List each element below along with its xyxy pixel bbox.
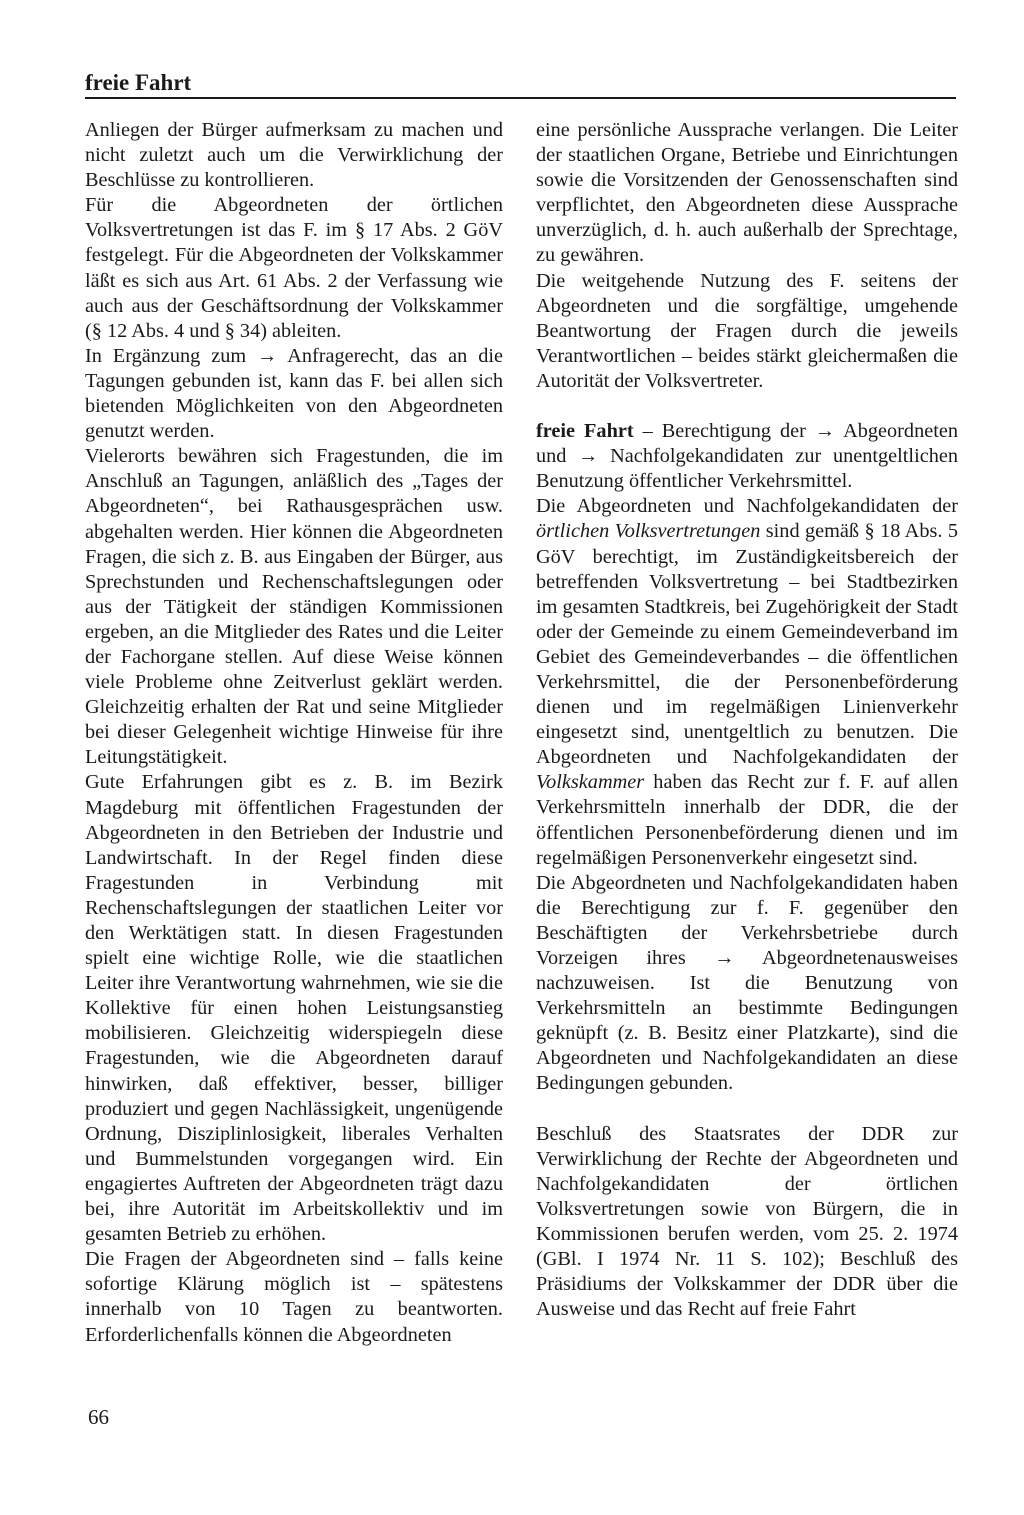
entry-term: freie Fahrt (536, 420, 634, 443)
paragraph: Die Abgeordneten und Nachfolgekandidaten haben die Berechtigung zur f. F. gegenüber den Beschäftigten der Verkehrsbetriebe durch Vorzeigen ihres → Abgeordnetenausweises nachzuweisen. Ist die Benutzung von Verkehrsmitteln an bestimmte Bedingungen geknüpft (z. B. Besitz einer Platzkarte), sind die Abgeordneten und Nachfolgekandidaten an diese Bedingungen gebunden. (536, 871, 958, 1095)
emphasis-term: örtlichen Volksvertretungen (536, 520, 761, 543)
paragraph-local (536, 494, 958, 870)
paragraph: Anliegen der Bürger aufmerksam zu machen und nicht zuletzt auch um die Verwirklichung der Beschlüsse zu kontrollieren. (85, 119, 503, 192)
left-column (85, 118, 503, 1348)
paragraph: eine persönliche Aussprache verlangen. Die Leiter der staatlichen Organe, Betriebe und Einrichtungen sowie die Vorsitzenden der Genossenschaften sind verpflichtet, den Abgeordneten diese Aussprache unverzüglich, d. h. auch außerhalb der Sprechtage, zu gewähren. (536, 119, 958, 267)
emphasis-term: Volkskammer (536, 771, 645, 794)
running-head: freie Fahrt (85, 70, 192, 95)
text-run: haben das Recht zur f. F. auf allen Verkehrsmitteln innerhalb der DDR, die der öffentlichen Personenbeförderung dienen und im regelmäßigen Personenverkehr eingesetzt sind. (536, 771, 958, 869)
references: Beschluß des Staatsrates der DDR zur Verwirklichung der Rechte der Abgeordneten und Nachfolgekandidaten der örtlichen Volksvertretungen sowie von Bürgern, die in Kommissionen berufen werden, vom 25. 2. 1974 (GBl. I 1974 Nr. 11 S. 102); Beschluß des Präsidiums der Volkskammer der DDR über die Ausweise und das Recht auf freie Fahrt (536, 1122, 958, 1321)
paragraph: Gute Erfahrungen gibt es z. B. im Bezirk Magdeburg mit öffentlichen Fragestunden der Abgeordneten in den Betrieben der Industrie und Landwirtschaft. In der Regel finden diese Fragestunden in Verbindung mit Rechenschaftslegungen der staatlichen Leiter vor den Werktätigen statt. In diesen Fragestunden spielt eine wichtige Rolle, wie die staatlichen Leiter ihre Verantwortung wahrnehmen, wie sie die Kollektive für einen hohen Leistungsanstieg mobilisieren. Gleichzeitig widerspiegeln diese Fragestunden, wie die Abgeordneten darauf hinwirken, daß effektiver, besser, billiger produziert und gegen Nachlässigkeit, ungenügende Ordnung, Disziplinlosigkeit, liberales Verhalten und Bummelstunden vorgegangen wird. Ein engagiertes Auftreten der Abgeordneten trägt dazu bei, ihre Autorität im Arbeitskollektiv und im gesamten Betrieb zu erhöhen. (85, 771, 503, 1246)
right-column (536, 118, 958, 1322)
text-run: Die Abgeordneten und Nachfolgekandidaten der (536, 495, 958, 518)
paragraph: Vielerorts bewähren sich Fragestunden, die im Anschluß an Tagungen, anläßlich des „Tages der Abgeordneten“, bei Rathausgesprächen usw. abgehalten werden. Hier können die Abgeordneten Fragen, die sich z. B. aus Eingaben der Bürger, aus Sprechstunden und Rechenschaftslegungen oder aus der Tätigkeit der ständigen Kommissionen ergeben, an die Mitglieder des Rates und die Leiter der Fachorgane stellen. Auf diese Weise können viele Probleme ohne Zeitverlust geklärt werden. Gleichzeitig erhalten der Rat und seine Mitglieder bei dieser Gelegenheit wichtige Hinweise für ihre Leitungstätigkeit. (85, 445, 503, 769)
entry-freie-fahrt (536, 419, 958, 494)
paragraph: Die weitgehende Nutzung des F. seitens der Abgeordneten und die sorgfältige, umgehende Beantwortung der Fragen durch die jeweils Verantwortlichen – beides stärkt gleichermaßen die Autorität der Volksvertreter. (536, 269, 958, 392)
text-run: sind gemäß § 18 Abs. 5 GöV berechtigt, im Zuständigkeitsbereich der betreffenden Volksvertretung – bei Stadtbezirken im gesamten Stadtkreis, bei Zugehörigkeit der Stadt oder der Gemeinde zu einem Gemeindeverband im Gebiet des Gemeindeverbandes – die öffentlichen Verkehrsmittel, die der Personenbeförderung dienen und im regelmäßigen Linienverkehr eingesetzt sind, unentgeltlich zu benutzen. Die Abgeordneten und Nachfolgekandidaten der (536, 520, 958, 769)
paragraph: Die Fragen der Abgeordneten sind – falls keine sofortige Klärung möglich ist – spätestens innerhalb von 10 Tagen zu beantworten. Erforderlichenfalls können die Abgeordneten (85, 1248, 503, 1346)
paragraph: In Ergänzung zum → Anfragerecht, das an die Tagungen gebunden ist, kann das F. bei allen sich bietenden Möglichkeiten von den Abgeordneten genutzt werden. (85, 344, 503, 443)
paragraph: Für die Abgeordneten der örtlichen Volksvertretungen ist das F. im § 17 Abs. 2 GöV festgelegt. Für die Abgeordneten der Volkskammer läßt es sich aus Art. 61 Abs. 2 der Verfassung wie auch aus der Geschäftsordnung der Volkskammer (§ 12 Abs. 4 und § 34) ableiten. (85, 194, 503, 342)
entry-definition: – Berechtigung der → Abgeordneten und → Nachfolgekandidaten zur unentgeltlichen Benutzung öffentlicher Verkehrsmittel. (536, 420, 958, 493)
header-rule (85, 97, 956, 99)
page-number: 66 (88, 1405, 109, 1429)
